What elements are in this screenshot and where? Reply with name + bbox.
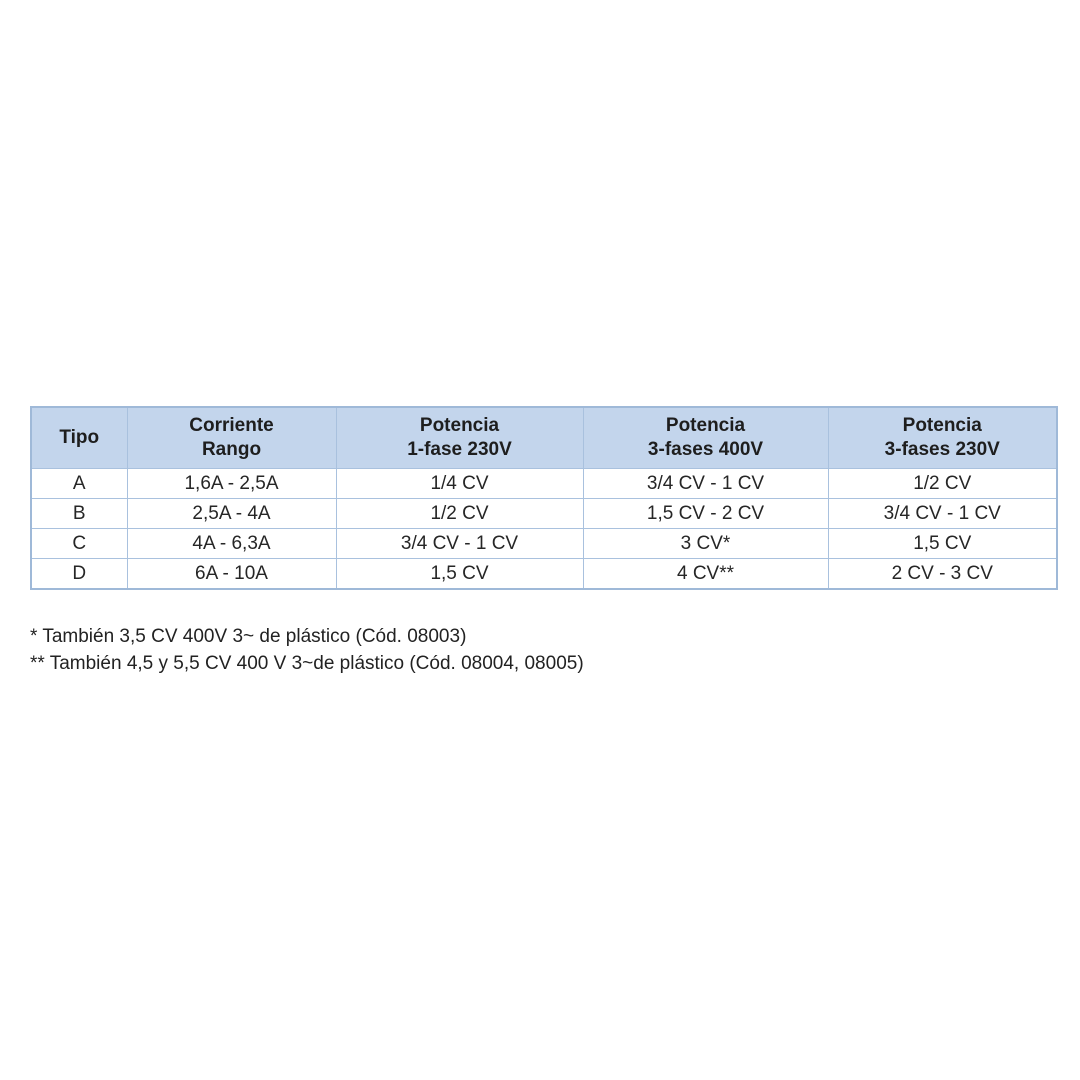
cell-corriente: 4A - 6,3A <box>127 529 336 559</box>
spec-table <box>30 406 1058 590</box>
cell-potencia-3fases-400: 4 CV** <box>583 559 828 590</box>
footnote-2: ** También 4,5 y 5,5 CV 400 V 3~de plástico (Cód. 08004, 08005) <box>30 653 584 674</box>
cell-potencia-3fases-230: 3/4 CV - 1 CV <box>828 499 1057 529</box>
header-potencia-3fases-400 <box>583 407 828 469</box>
cell-potencia-1fase-230: 3/4 CV - 1 CV <box>336 529 583 559</box>
table-row <box>31 529 1057 559</box>
cell-potencia-1fase-230: 1/4 CV <box>336 469 583 499</box>
cell-corriente: 6A - 10A <box>127 559 336 590</box>
footnotes <box>30 623 584 677</box>
cell-potencia-3fases-230: 1,5 CV <box>828 529 1057 559</box>
header-line: Tipo <box>59 427 100 448</box>
cell-potencia-3fases-230: 2 CV - 3 CV <box>828 559 1057 590</box>
table-row <box>31 469 1057 499</box>
header-line: Potencia <box>902 415 982 436</box>
footnote-1: * También 3,5 CV 400V 3~ de plástico (Cód. 08003) <box>30 626 467 647</box>
cell-corriente: 1,6A - 2,5A <box>127 469 336 499</box>
cell-tipo: A <box>31 469 127 499</box>
cell-potencia-3fases-400: 1,5 CV - 2 CV <box>583 499 828 529</box>
header-corriente <box>127 407 336 469</box>
header-tipo <box>31 407 127 469</box>
header-line: Corriente <box>189 415 274 436</box>
cell-tipo: C <box>31 529 127 559</box>
header-potencia-3fases-230 <box>828 407 1057 469</box>
header-line: 1-fase 230V <box>407 439 512 460</box>
header-line: 3-fases 400V <box>647 439 764 460</box>
header-potencia-1fase-230 <box>336 407 583 469</box>
cell-potencia-1fase-230: 1,5 CV <box>336 559 583 590</box>
header-line: Rango <box>201 439 262 460</box>
header-line: Potencia <box>665 415 746 436</box>
cell-tipo: B <box>31 499 127 529</box>
header-line: 3-fases 230V <box>884 439 1000 460</box>
header-line: Potencia <box>419 415 500 436</box>
cell-potencia-1fase-230: 1/2 CV <box>336 499 583 529</box>
cell-potencia-3fases-400: 3/4 CV - 1 CV <box>583 469 828 499</box>
cell-potencia-3fases-400: 3 CV* <box>583 529 828 559</box>
cell-potencia-3fases-230: 1/2 CV <box>828 469 1057 499</box>
table-header-row <box>31 407 1057 469</box>
cell-tipo: D <box>31 559 127 590</box>
spec-table-container <box>30 406 1056 590</box>
table-row <box>31 559 1057 590</box>
table-row <box>31 499 1057 529</box>
cell-corriente: 2,5A - 4A <box>127 499 336 529</box>
